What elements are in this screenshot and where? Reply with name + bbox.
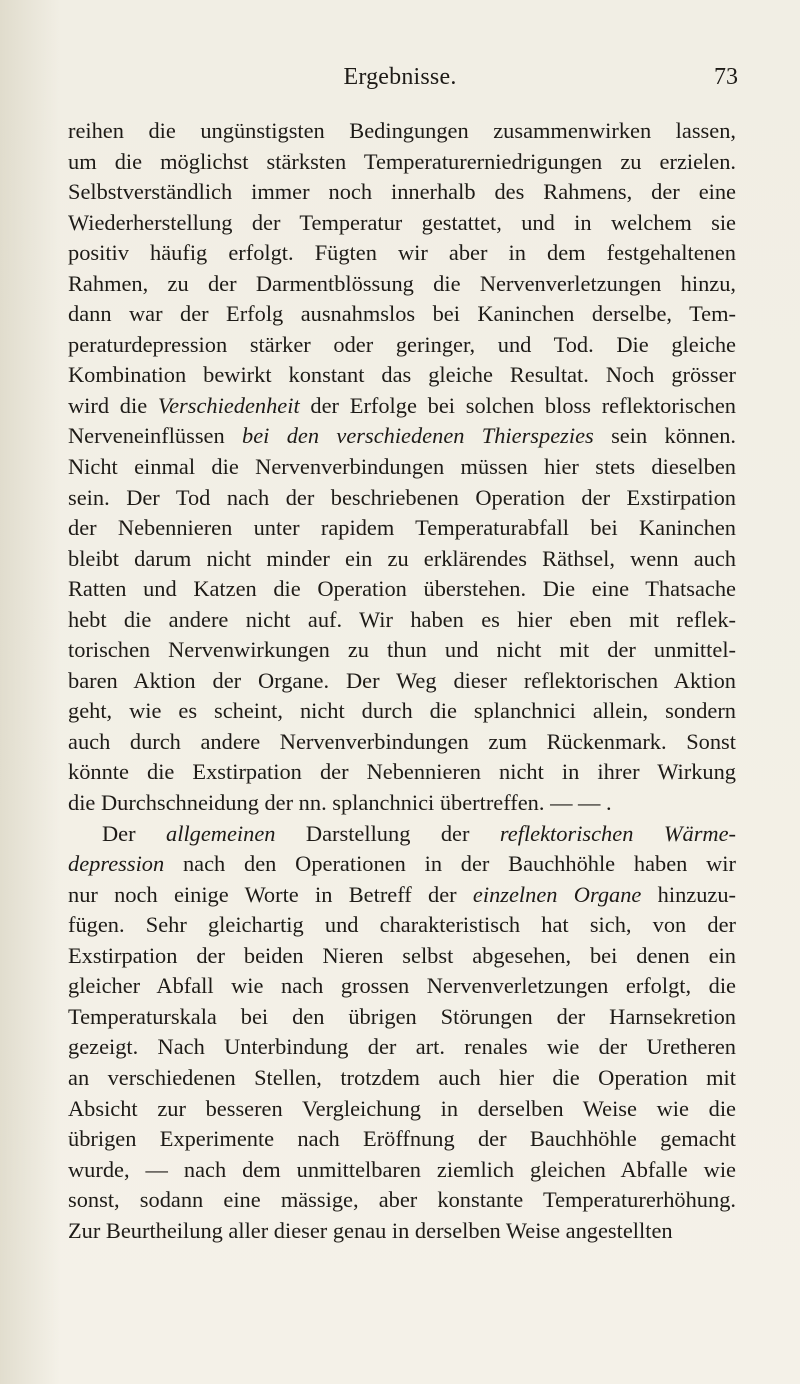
text-line: reihen die ungünstigsten Bedingungen zusammenwirken lassen,: [68, 118, 736, 143]
paragraph: [68, 819, 736, 1247]
text-line: peraturdepression stärker oder geringer, und Tod. Die gleiche: [68, 331, 736, 357]
text-line: Nicht einmal die Nervenverbindungen müssen hier stets dieselben: [68, 454, 736, 480]
page-number: 73: [714, 64, 738, 90]
text-line: baren Aktion der Organe. Der Weg dieser reflektorischen Aktion: [68, 667, 736, 693]
running-head: [0, 60, 800, 96]
text-line: könnte die Exstirpation der Nebennieren nicht in ihrer Wirkung: [68, 759, 736, 785]
text-line: Zur Beurtheilung aller dieser genau in derselben Weise angestellten: [68, 1217, 673, 1243]
text-line: um die möglichst stärksten Temperaturerniedrigungen zu erzielen.: [68, 148, 736, 174]
text-line: geht, wie es scheint, nicht durch die splanchnici allein, sondern: [68, 698, 736, 724]
text-line: wird die Verschiedenheit der Erfolge bei solchen bloss reflektorischen: [68, 392, 736, 418]
text-line: Temperaturskala bei den übrigen Störungen der Harnsekretion: [68, 1003, 736, 1029]
text-line: wurde, — nach dem unmittelbaren ziemlich gleichen Abfalle wie: [68, 1156, 736, 1182]
text-line: sein. Der Tod nach der beschriebenen Operation der Exstirpation: [68, 484, 736, 510]
text-line: torischen Nervenwirkungen zu thun und nicht mit der unmittel-: [68, 637, 736, 663]
text-line: die Durchschneidung der nn. splanchnici übertreffen. — — .: [68, 790, 612, 816]
text-line: depression nach den Operationen in der Bauchhöhle haben wir: [68, 851, 736, 877]
text-line: auch durch andere Nervenverbindungen zum Rückenmark. Sonst: [68, 728, 736, 754]
text-line: Wiederherstellung der Temperatur gestattet, und in welchem sie: [68, 209, 736, 235]
text-line: bleibt darum nicht minder ein zu erklärendes Räthsel, wenn auch: [68, 545, 736, 571]
text-line: gleicher Abfall wie nach grossen Nervenverletzungen erfolgt, die: [68, 973, 736, 999]
text-line: Der allgemeinen Darstellung der reflektorischen Wärme-: [102, 820, 736, 846]
text-line: hebt die andere nicht auf. Wir haben es hier eben mit reflek-: [68, 606, 736, 632]
text-line: gezeigt. Nach Unterbindung der art. renales wie der Uretheren: [68, 1034, 736, 1060]
text-line: an verschiedenen Stellen, trotzdem auch hier die Operation mit: [68, 1064, 736, 1090]
text-line: Kombination bewirkt konstant das gleiche Resultat. Noch grösser: [68, 362, 736, 388]
text-line: übrigen Experimente nach Eröffnung der Bauchhöhle gemacht: [68, 1126, 736, 1152]
text-line: fügen. Sehr gleichartig und charakteristisch hat sich, von der: [68, 912, 736, 938]
running-head-title: Ergebnisse.: [343, 64, 457, 90]
body-text: [68, 116, 736, 1246]
emphasis: bei den verschiedenen Thierspezies: [242, 423, 594, 449]
text-line: der Nebennieren unter rapidem Temperaturabfall bei Kaninchen: [68, 515, 736, 541]
emphasis: Verschiedenheit: [157, 392, 300, 418]
text-line: Absicht zur besseren Vergleichung in derselben Weise wie die: [68, 1095, 736, 1121]
text-line: Rahmen, zu der Darmentblössung die Nervenverletzungen hinzu,: [68, 270, 736, 296]
emphasis: einzelnen Organe: [472, 881, 642, 907]
emphasis: depression: [68, 851, 165, 877]
paragraph: [68, 116, 736, 819]
text-line: dann war der Erfolg ausnahmslos bei Kaninchen derselbe, Tem-: [68, 301, 736, 327]
text-line: Selbstverständlich immer noch innerhalb des Rahmens, der eine: [68, 179, 736, 205]
emphasis: allgemeinen: [166, 820, 276, 846]
text-line: Ratten und Katzen die Operation überstehen. Die eine Thatsache: [68, 576, 736, 602]
emphasis: reflektorischen Wärme-: [499, 820, 736, 846]
text-line: Nerveneinflüssen bei den verschiedenen Thierspezies sein können.: [68, 423, 737, 449]
text-line: sonst, sodann eine mässige, aber konstante Temperaturerhöhung.: [68, 1187, 736, 1213]
text-line: Exstirpation der beiden Nieren selbst abgesehen, bei denen ein: [68, 942, 736, 968]
text-line: nur noch einige Worte in Betreff der einzelnen Organe hinzuzu-: [68, 881, 736, 907]
text-line: positiv häufig erfolgt. Fügten wir aber in dem festgehaltenen: [68, 240, 736, 266]
